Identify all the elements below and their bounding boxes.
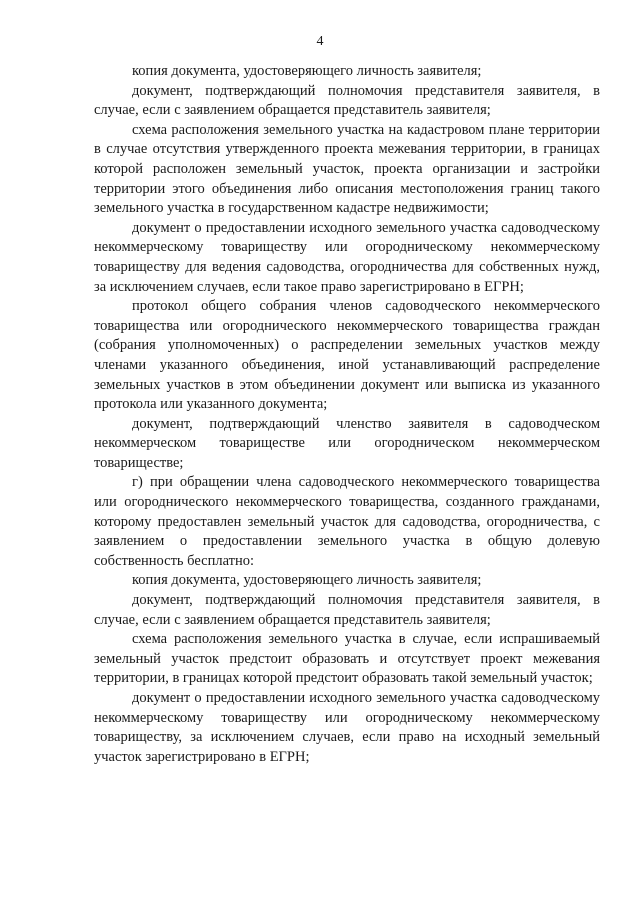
paragraph-3: схема расположения земельного участка на кадастровом плане территории в случае отсутствия утвержденного проекта межевания территории, в границах которой расположен земельный участок, проекта организации и застройки территории этого объединения либо описания местоположения границ такого земельного участка в государственном кадастре недвижимости; <box>94 121 600 217</box>
paragraph-9: документ, подтверждающий полномочия представителя заявителя, в случае, если с заявлением обращается представитель заявителя; <box>94 592 600 628</box>
paragraph-8: копия документа, удостоверяющего личность заявителя; <box>132 572 482 589</box>
paragraph-4: документ о предоставлении исходного земельного участка садоводческому некоммерческому товариществу или огородническому некоммерческому товариществу для ведения садоводства, огородничества для собственных нужд, за исключением случаев, если такое право зарегистрировано в ЕГРН; <box>94 219 600 295</box>
page-number: 4 <box>316 34 324 49</box>
paragraph-6: документ, подтверждающий членство заявителя в садоводческом некоммерческом товариществе или огородническом некоммерческом товариществе; <box>94 415 600 471</box>
document-body <box>94 62 600 767</box>
paragraph-7: г) при обращении члена садоводческого некоммерческого товарищества или огороднического некоммерческого товарищества, созданного гражданами, которому предоставлен земельный участок для садоводства, огородничества, с заявлением о предоставлении земельного участка в общую долевую собственность бесплатно: <box>94 474 600 569</box>
paragraph-1: копия документа, удостоверяющего личность заявителя; <box>132 63 482 79</box>
paragraph-5: протокол общего собрания членов садоводческого некоммерческого товарищества или огороднического некоммерческого товарищества граждан (собрания уполномоченных) о распределении земельных участков между членами указанного объединения, иной устанавливающий распределение земельных участков в этом объединении документ или выписка из указанного протокола или указанного документа; <box>94 298 600 413</box>
paragraph-2: документ, подтверждающий полномочия представителя заявителя, в случае, если с заявлением обращается представитель заявителя; <box>94 82 600 119</box>
paragraph-10: схема расположения земельного участка в случае, если испрашиваемый земельный участок предстоит образовать и отсутствует проект межевания территории, в границах которой предстоит образовать такой земельный участок; <box>94 631 600 687</box>
paragraph-11: документ о предоставлении исходного земельного участка садоводческому некоммерческому товариществу или огородническому некоммерческому товариществу, за исключением случаев, если право на исходный земельный участок зарегистрировано в ЕГРН; <box>94 690 600 765</box>
